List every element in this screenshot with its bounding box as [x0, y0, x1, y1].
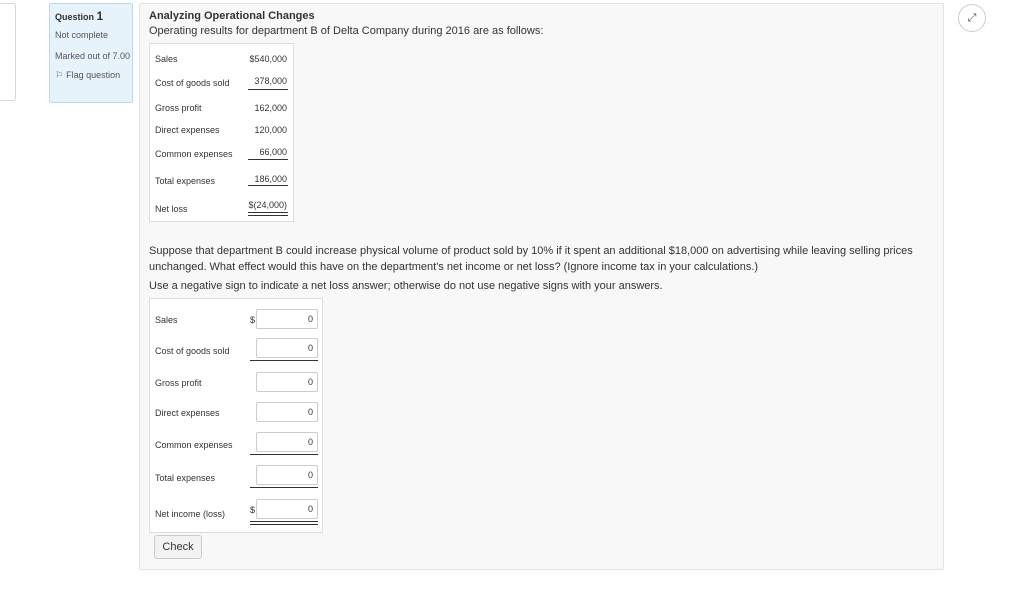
side-drawer-tab[interactable] — [0, 3, 16, 101]
underline — [250, 454, 318, 455]
question-grade: Marked out of 7.00 — [55, 51, 131, 61]
results-label: Common expenses — [155, 149, 233, 159]
underline — [250, 521, 318, 522]
question-content — [139, 3, 944, 570]
underline — [250, 360, 318, 361]
common-expenses-input[interactable] — [256, 432, 318, 452]
question-intro: Operating results for department B of Delta Company during 2016 are as follows: — [149, 25, 544, 37]
results-label: Cost of goods sold — [155, 78, 230, 88]
results-label: Net loss — [155, 204, 188, 214]
underline — [248, 89, 288, 90]
expand-icon[interactable]: ⤢ — [958, 4, 986, 32]
results-value: 162,000 — [254, 103, 287, 113]
answer-label: Direct expenses — [155, 408, 220, 418]
answer-label: Gross profit — [155, 378, 202, 388]
underline — [248, 185, 288, 186]
underline — [248, 215, 288, 216]
underline — [248, 159, 288, 160]
answer-label: Cost of goods sold — [155, 346, 230, 356]
results-value: 120,000 — [254, 125, 287, 135]
answer-form — [149, 298, 323, 533]
question-title: Analyzing Operational Changes — [149, 10, 315, 22]
results-value: 186,000 — [254, 174, 287, 184]
results-value: $(24,000) — [248, 200, 287, 210]
results-label: Gross profit — [155, 103, 202, 113]
results-label: Total expenses — [155, 176, 216, 186]
results-value: 378,000 — [254, 76, 287, 86]
answer-label: Sales — [155, 315, 178, 325]
total-expenses-input[interactable] — [256, 465, 318, 485]
question-number: Question 1 — [55, 9, 104, 23]
flag-icon: ⚐ — [55, 70, 64, 80]
gross-profit-input[interactable] — [256, 372, 318, 392]
cogs-input[interactable] — [256, 338, 318, 358]
net-income-input[interactable] — [256, 499, 318, 519]
answer-label: Total expenses — [155, 473, 216, 483]
results-label: Direct expenses — [155, 125, 220, 135]
question-paragraph: Suppose that department B could increase physical volume of product sold by 10% if it spent an additional $18,000 on advertising while leaving selling prices unchanged. What effect would this have on the department's net income or net loss? (Ignore income tax in your calculations.) — [149, 245, 913, 273]
underline — [250, 524, 318, 525]
flag-question-link[interactable]: ⚐ Flag question — [55, 70, 121, 80]
dollar-prefix: $ — [250, 315, 256, 325]
question-info-panel — [49, 3, 133, 103]
dollar-prefix: $ — [250, 505, 256, 515]
question-state: Not complete — [55, 30, 109, 40]
sales-input[interactable] — [256, 309, 318, 329]
direct-expenses-input[interactable] — [256, 402, 318, 422]
results-value: $540,000 — [249, 54, 287, 64]
question-instruction: Use a negative sign to indicate a net loss answer; otherwise do not use negative signs with your answers. — [149, 280, 663, 292]
results-table — [149, 43, 294, 222]
underline — [250, 487, 318, 488]
results-label: Sales — [155, 54, 178, 64]
results-value: 66,000 — [259, 147, 287, 157]
answer-label: Common expenses — [155, 440, 233, 450]
underline — [248, 212, 288, 213]
answer-label: Net income (loss) — [155, 509, 226, 519]
check-button[interactable]: Check — [154, 535, 202, 559]
